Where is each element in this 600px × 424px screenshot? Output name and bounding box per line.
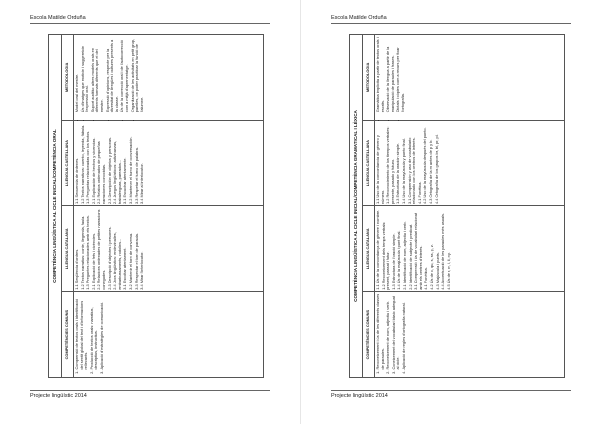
competence-table-oral — [48, 34, 264, 378]
list-item: 2.4 Juegos lingüísticos: adivinanzas, trabalenguas, pareados... — [112, 140, 122, 204]
list-item: 4.4 Ortografía de los grupos br, bl, pr, pl. — [433, 134, 439, 204]
list-item: 1.4 Uso de la mayúscula y punto final. — [401, 138, 407, 204]
list-item: 2. Producció de textos orals: narratius, descriptius, instructius. — [90, 294, 99, 370]
list-item: 1.2 Textos narratius: conte, llegenda, faula. — [79, 215, 85, 290]
list-item: 2.4 Jocs lingüístics: endevinalles, embarbussaments, rodolins... — [112, 232, 122, 290]
list-item: 3.3 Respetar el turno de palabra. — [133, 147, 139, 204]
catalan-cell — [375, 206, 565, 292]
rotated-table-container — [349, 34, 565, 378]
list-item: 3.2 Mantenir el torn de conversa. — [128, 232, 134, 290]
list-item: 1. Comprensió de textos orals i identificació del sentit global del text i d'informacions rellevants. — [75, 294, 89, 370]
list-item: 4.5 Ús de r, rr, l, ll, ny. — [445, 252, 451, 290]
catalan-cell — [74, 206, 264, 292]
list-item: 2.3 Descripción de objetos y personas. — [106, 136, 112, 204]
list-item: 1.3 Preguntas relacionadas con los textos. — [85, 130, 91, 204]
list-item: • Suport auditiu: altres models orals en diferents formats diferents que el del mestre. — [91, 37, 105, 113]
list-item: 2.1 Identificació de nom, adjectiu i verb. — [402, 221, 408, 290]
page-footer: Projecte lingüístic 2014 — [331, 390, 571, 399]
list-item: 2.1 Explicació de fets i vivències. — [90, 232, 96, 290]
common-competences-cell — [74, 292, 264, 378]
list-item: 3.2 Mantener el turno de conversación. — [128, 136, 134, 204]
page-header: Escola Matilde Orduña — [30, 15, 270, 24]
list-item: 4.2 Ús de c, qu, s, ss, ç, z. — [429, 244, 435, 290]
list-item: 2.1 Explicación de hechos y vivencias. — [90, 137, 96, 204]
table-title: COMPETÈNCIA LINGÜÍSTICA AL CICLE INICIAL/COMPETÈNCIA GRAMATICAL I LÈXICA — [350, 35, 363, 378]
list-item: • Dictats i còpies com a recurs per fixar l'ortografia. — [396, 37, 405, 113]
list-item: • Organització de les activitats en petit grup, parelles, on poder practicar la funció de l'alumne. — [131, 37, 145, 113]
list-item: 1.3 Estructura de la oración simple. — [395, 143, 401, 204]
rotated-table-container — [48, 34, 264, 378]
column-header: LLENGUA CATALANA — [62, 206, 74, 292]
list-item: 1.2 Reconocimiento de los tiempos verbales: presente, pasado y futuro. — [385, 126, 395, 204]
column-header: LLENGUA CATALANA — [363, 206, 375, 292]
list-item: 1. Reconeixement i ús de les diferents classes de paraules. — [376, 294, 385, 370]
page-footer: Projecte lingüístic 2014 — [30, 390, 270, 399]
list-item: 3.1 Comprensión y uso de vocabulario relacionado con los centros de interés. — [406, 137, 417, 204]
list-item: 3.4 Mirar l'interlocutor. — [139, 251, 145, 290]
methodology-cell — [74, 35, 264, 121]
list-item: 2. Reconeixement de nom, adjectiu i verb. — [386, 294, 391, 370]
column-header: METODOLOGIA — [363, 35, 375, 121]
methodology-cell — [375, 35, 565, 121]
column-header: LLENGUA CASTELLANA — [363, 120, 375, 206]
list-item: 4.4 Accentuació de les paraules més usuals. — [440, 212, 446, 290]
list-item: 1.1 Ús de la concordança de gènere i nombre. — [375, 209, 380, 290]
list-item: 3.4 Mirar al interlocutor. — [139, 163, 145, 204]
castilian-cell — [74, 120, 264, 206]
list-item: 1.4 Ús de la majúscula i punt final. — [396, 230, 402, 290]
list-item: 4. Aplicació de regles d'ortografia natural. — [402, 294, 407, 370]
list-item: • Observació de la llengua a partir de la manipulació de paraules i frases. — [386, 37, 395, 113]
list-item: 1.1 Secuencia de órdenes. — [74, 157, 79, 204]
page-header: Escola Matilde Orduña — [331, 15, 571, 24]
list-item: • Gramàtica implícita a partir de textos orals i escrits. — [376, 37, 385, 113]
competence-table-grammar — [349, 34, 565, 378]
column-header: LLENGUA CASTELLANA — [62, 120, 74, 206]
list-item: • Expressió d'opinions, respecte per la diversitat de llengües i cultures presents a la classe. — [106, 37, 120, 113]
list-item: 3.3 Respectar el torn de paraula. — [133, 233, 139, 290]
list-item: • Ús de la correcció oral i de l'autocorrecció com a mitjà d'aprenentatge. — [120, 37, 129, 113]
table-title: COMPETÈNCIA LINGÜÍSTICA AL CICLE INICIAL/COMPETÈNCIA ORAL — [49, 35, 62, 378]
list-item: 4.2 Uso de la mayúscula después del punto. — [422, 127, 428, 204]
list-item: 4.1 Fonética. — [416, 181, 422, 204]
common-competences-cell — [375, 292, 565, 378]
list-item: 1.2 Reconeixement dels temps verbals: present, passat i futur. — [380, 221, 391, 290]
list-item: 2.2 Relatos ordenados de pequeñas narraciones conocidas. — [96, 141, 107, 204]
list-item: 4.3 Ortografía de la m antes de p y b. — [428, 139, 434, 204]
list-item: 2.2 Relacions ordenades de petites narracions conegudes. — [96, 209, 107, 290]
page-right — [300, 0, 600, 424]
list-item: 2.3 Descripció d'objectes i persones. — [106, 226, 112, 290]
list-item: • Model oral del mestre. — [75, 37, 80, 113]
list-item: 3.1 Comprensió i ús de vocabulari relacionat amb els centres d'interès. — [413, 212, 423, 290]
list-item: 3.1 Escuchar atentamente. — [122, 157, 128, 204]
list-item: 4.1 Fonètica. — [423, 267, 429, 290]
column-header: COMPETÈNCIES COMUNS — [363, 292, 375, 378]
list-item: 1.3 Preguntes relacionades amb els textos. — [85, 215, 91, 290]
list-item: 4.3 Majúscula i punts. — [434, 252, 440, 290]
list-item: 1.1 Uso de la concordancia de género y número. — [375, 135, 385, 204]
list-item: 2.2 Identificació de subjecte i predicat. — [407, 223, 413, 290]
list-item: 1.3 Estructura de l'oració simple. — [390, 233, 396, 290]
castilian-cell — [375, 120, 565, 206]
list-item: 1.1 Seqüència d'ordres. — [74, 248, 79, 290]
list-item: 3.1 Escoltar atentament. — [122, 247, 128, 290]
list-item: • Ús d'imatges que motivin i suggereixin l'expressió oral. — [81, 37, 90, 113]
list-item: 3. Aplicació d'estratègies de comunicació. — [100, 294, 105, 370]
list-item: 3. Coneixement del vocabulari bàsic adequat al cicle. — [392, 294, 401, 370]
column-header: METODOLOGIA — [62, 35, 74, 121]
list-item: 1.2 Textos narrativos: cuento, leyenda, fábula. — [79, 124, 85, 204]
column-header: COMPETÈNCIES COMUNS — [62, 292, 74, 378]
